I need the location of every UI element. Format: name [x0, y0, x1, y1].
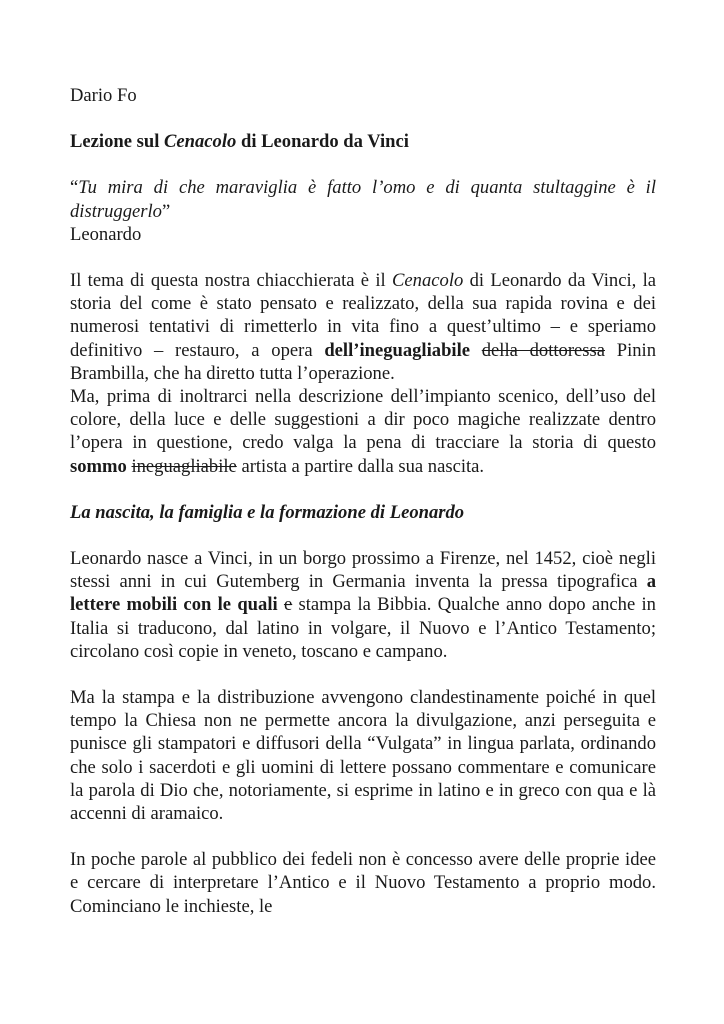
p1-space	[470, 340, 482, 361]
p1-text-c: Pinin Brambilla, che ha diretto tutta l’operazione.	[70, 339, 656, 384]
spacer	[70, 663, 656, 686]
intro-paragraph-1	[70, 269, 656, 385]
p3-text-b: stampa la Bibbia. Qualche anno dopo anche in Italia si traducono, dal latino in volgare, il Nuovo e l’Antico Testamento; circolano così copie in veneto, toscano e campano.	[70, 594, 656, 662]
spacer	[70, 478, 656, 501]
document-page	[70, 84, 656, 918]
spacer	[70, 246, 656, 269]
spacer	[70, 153, 656, 176]
epigraph-open-quote: “	[70, 177, 79, 199]
p1-italic-cenacolo: Cenacolo	[392, 270, 464, 292]
spacer	[70, 524, 656, 547]
spacer	[70, 825, 656, 848]
title-suffix: di Leonardo da Vinci	[236, 131, 409, 153]
epigraph-close-quote: ”	[161, 200, 171, 222]
p1-text-b: di Leonardo da Vinci, la storia del come è stato pensato e realizzato, della sua rapida rovina e dei numerosi tentativi di rimetterlo in vita fino a quest’ultimo – e speriamo definitivo – restauro, a opera	[70, 270, 657, 361]
lecture-title	[70, 130, 656, 153]
author-name: Dario Fo	[70, 85, 137, 106]
p1-bold-text: dell’ineguagliabile	[324, 339, 470, 361]
section-heading: La nascita, la famiglia e la formazione di Leonardo	[70, 501, 465, 523]
p2-bold-text: sommo	[70, 455, 127, 477]
p1-strikethrough-text: della dottoressa	[481, 339, 605, 361]
p3-strikethrough-text: e	[283, 594, 293, 616]
p2-text-b: artista a partire dalla sua nascita.	[236, 455, 485, 477]
p3-text-a: Leonardo nasce a Vinci, in un borgo prossimo a Firenze, nel 1452, cioè negli stessi anni in cui Gutemberg in Germania inventa la pressa tipografica	[70, 548, 656, 593]
spacer	[70, 107, 656, 130]
section-paragraph-1	[70, 547, 656, 663]
p1-text-a: Il tema di questa nostra chiacchierata è il	[70, 270, 393, 292]
epigraph-quote	[70, 176, 656, 222]
intro-paragraph-2	[70, 385, 656, 478]
title-prefix: Lezione sul	[70, 131, 165, 153]
epigraph-text: Tu mira di che maraviglia è fatto l’omo e di quanta stultaggine è il distruggerlo	[70, 177, 656, 222]
title-italic-cenacolo: Cenacolo	[164, 131, 237, 153]
p2-strikethrough-text: ineguagliabile	[131, 455, 237, 477]
epigraph-attribution: Leonardo	[70, 223, 142, 245]
section-paragraph-2: Ma la stampa e la distribuzione avvengono clandestinamente poiché in quel tempo la Chiesa non ne permette ancora la divulgazione, anzi perseguita e punisce gli stampatori e diffusori della “Vulgata” in lingua parlata, ordinando che solo i sacerdoti e gli uomini di lettere possano commentare e comunicare la parola di Dio che, notoriamente, si esprime in latino e in greco con qua e là accenni di aramaico.	[70, 687, 656, 825]
p3-bold-text: a lettere mobili con le quali	[70, 571, 656, 616]
section-paragraph-3: In poche parole al pubblico dei fedeli non è concesso avere delle proprie idee e cercare di interpretare l’Antico e il Nuovo Testamento a proprio modo. Cominciano le inchieste, le	[70, 849, 656, 917]
p2-text-a: Ma, prima di inoltrarci nella descrizione dell’impianto scenico, dell’uso del colore, della luce e delle suggestioni a dir poco magiche realizzate dentro l’opera in questione, credo valga la pena di tracciare la storia di questo	[70, 386, 656, 454]
